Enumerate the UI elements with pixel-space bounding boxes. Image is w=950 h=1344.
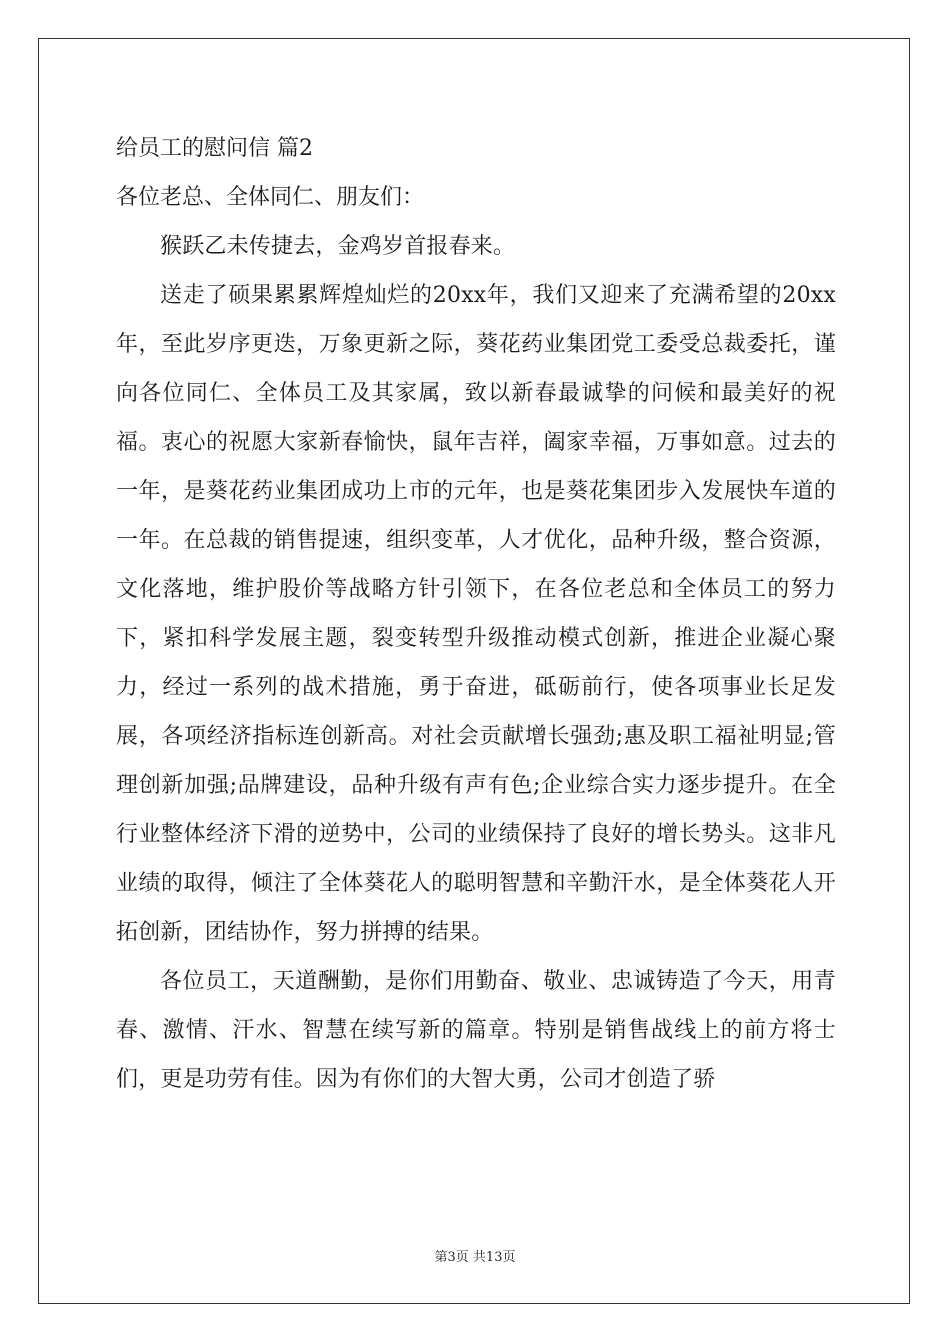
paragraph-thanks-to-staff: 各位员工，天道酬勤，是你们用勤奋、敬业、忠诚铸造了今天，用青春、激情、汗水、智慧在续写新的篇章。特别是销售战线上的前方将士们，更是功劳有佳。因为有你们的大智大勇，公司才创造了骄 bbox=[116, 969, 836, 1092]
paragraph-opening-couplet: 猴跃乙未传捷去，金鸡岁首报春来。 bbox=[160, 234, 516, 259]
letter-body bbox=[116, 124, 836, 1104]
paragraph-review-of-year: 送走了硕果累累辉煌灿烂的20xx年，我们又迎来了充满希望的20xx年，至此岁序更迭，万象更新之际，葵花药业集团党工委受总裁委托，谨向各位同仁、全体员工及其家属，致以新春最诚挚的问候和最美好的祝福。衷心的祝愿大家新春愉快，鼠年吉祥，阖家幸福，万事如意。过去的一年，是葵花药业集团成功上市的元年，也是葵花集团步入发展快车道的一年。在总裁的销售提速，组织变革，人才优化，品种升级，整合资源，文化落地，维护股价等战略方针引领下，在各位老总和全体员工的努力下，紧扣科学发展主题，裂变转型升级推动模式创新，推进企业凝心聚力，经过一系列的战术措施，勇于奋进，砥砺前行，使各项事业长足发展，各项经济指标连创新高。对社会贡献增长强劲;惠及职工福祉明显;管理创新加强;品牌建设，品种升级有声有色;企业综合实力逐步提升。在全行业整体经济下滑的逆势中，公司的业绩保持了良好的增长势头。这非凡业绩的取得，倾注了全体葵花人的聪明智慧和辛勤汗水，是全体葵花人开拓创新，团结协作，努力拼搏的结果。 bbox=[116, 283, 836, 945]
letter-title: 给员工的慰问信 篇2 bbox=[116, 136, 313, 161]
page-number-footer: 第3页 共13页 bbox=[434, 1250, 516, 1265]
letter-salutation: 各位老总、全体同仁、朋友们： bbox=[116, 185, 425, 210]
